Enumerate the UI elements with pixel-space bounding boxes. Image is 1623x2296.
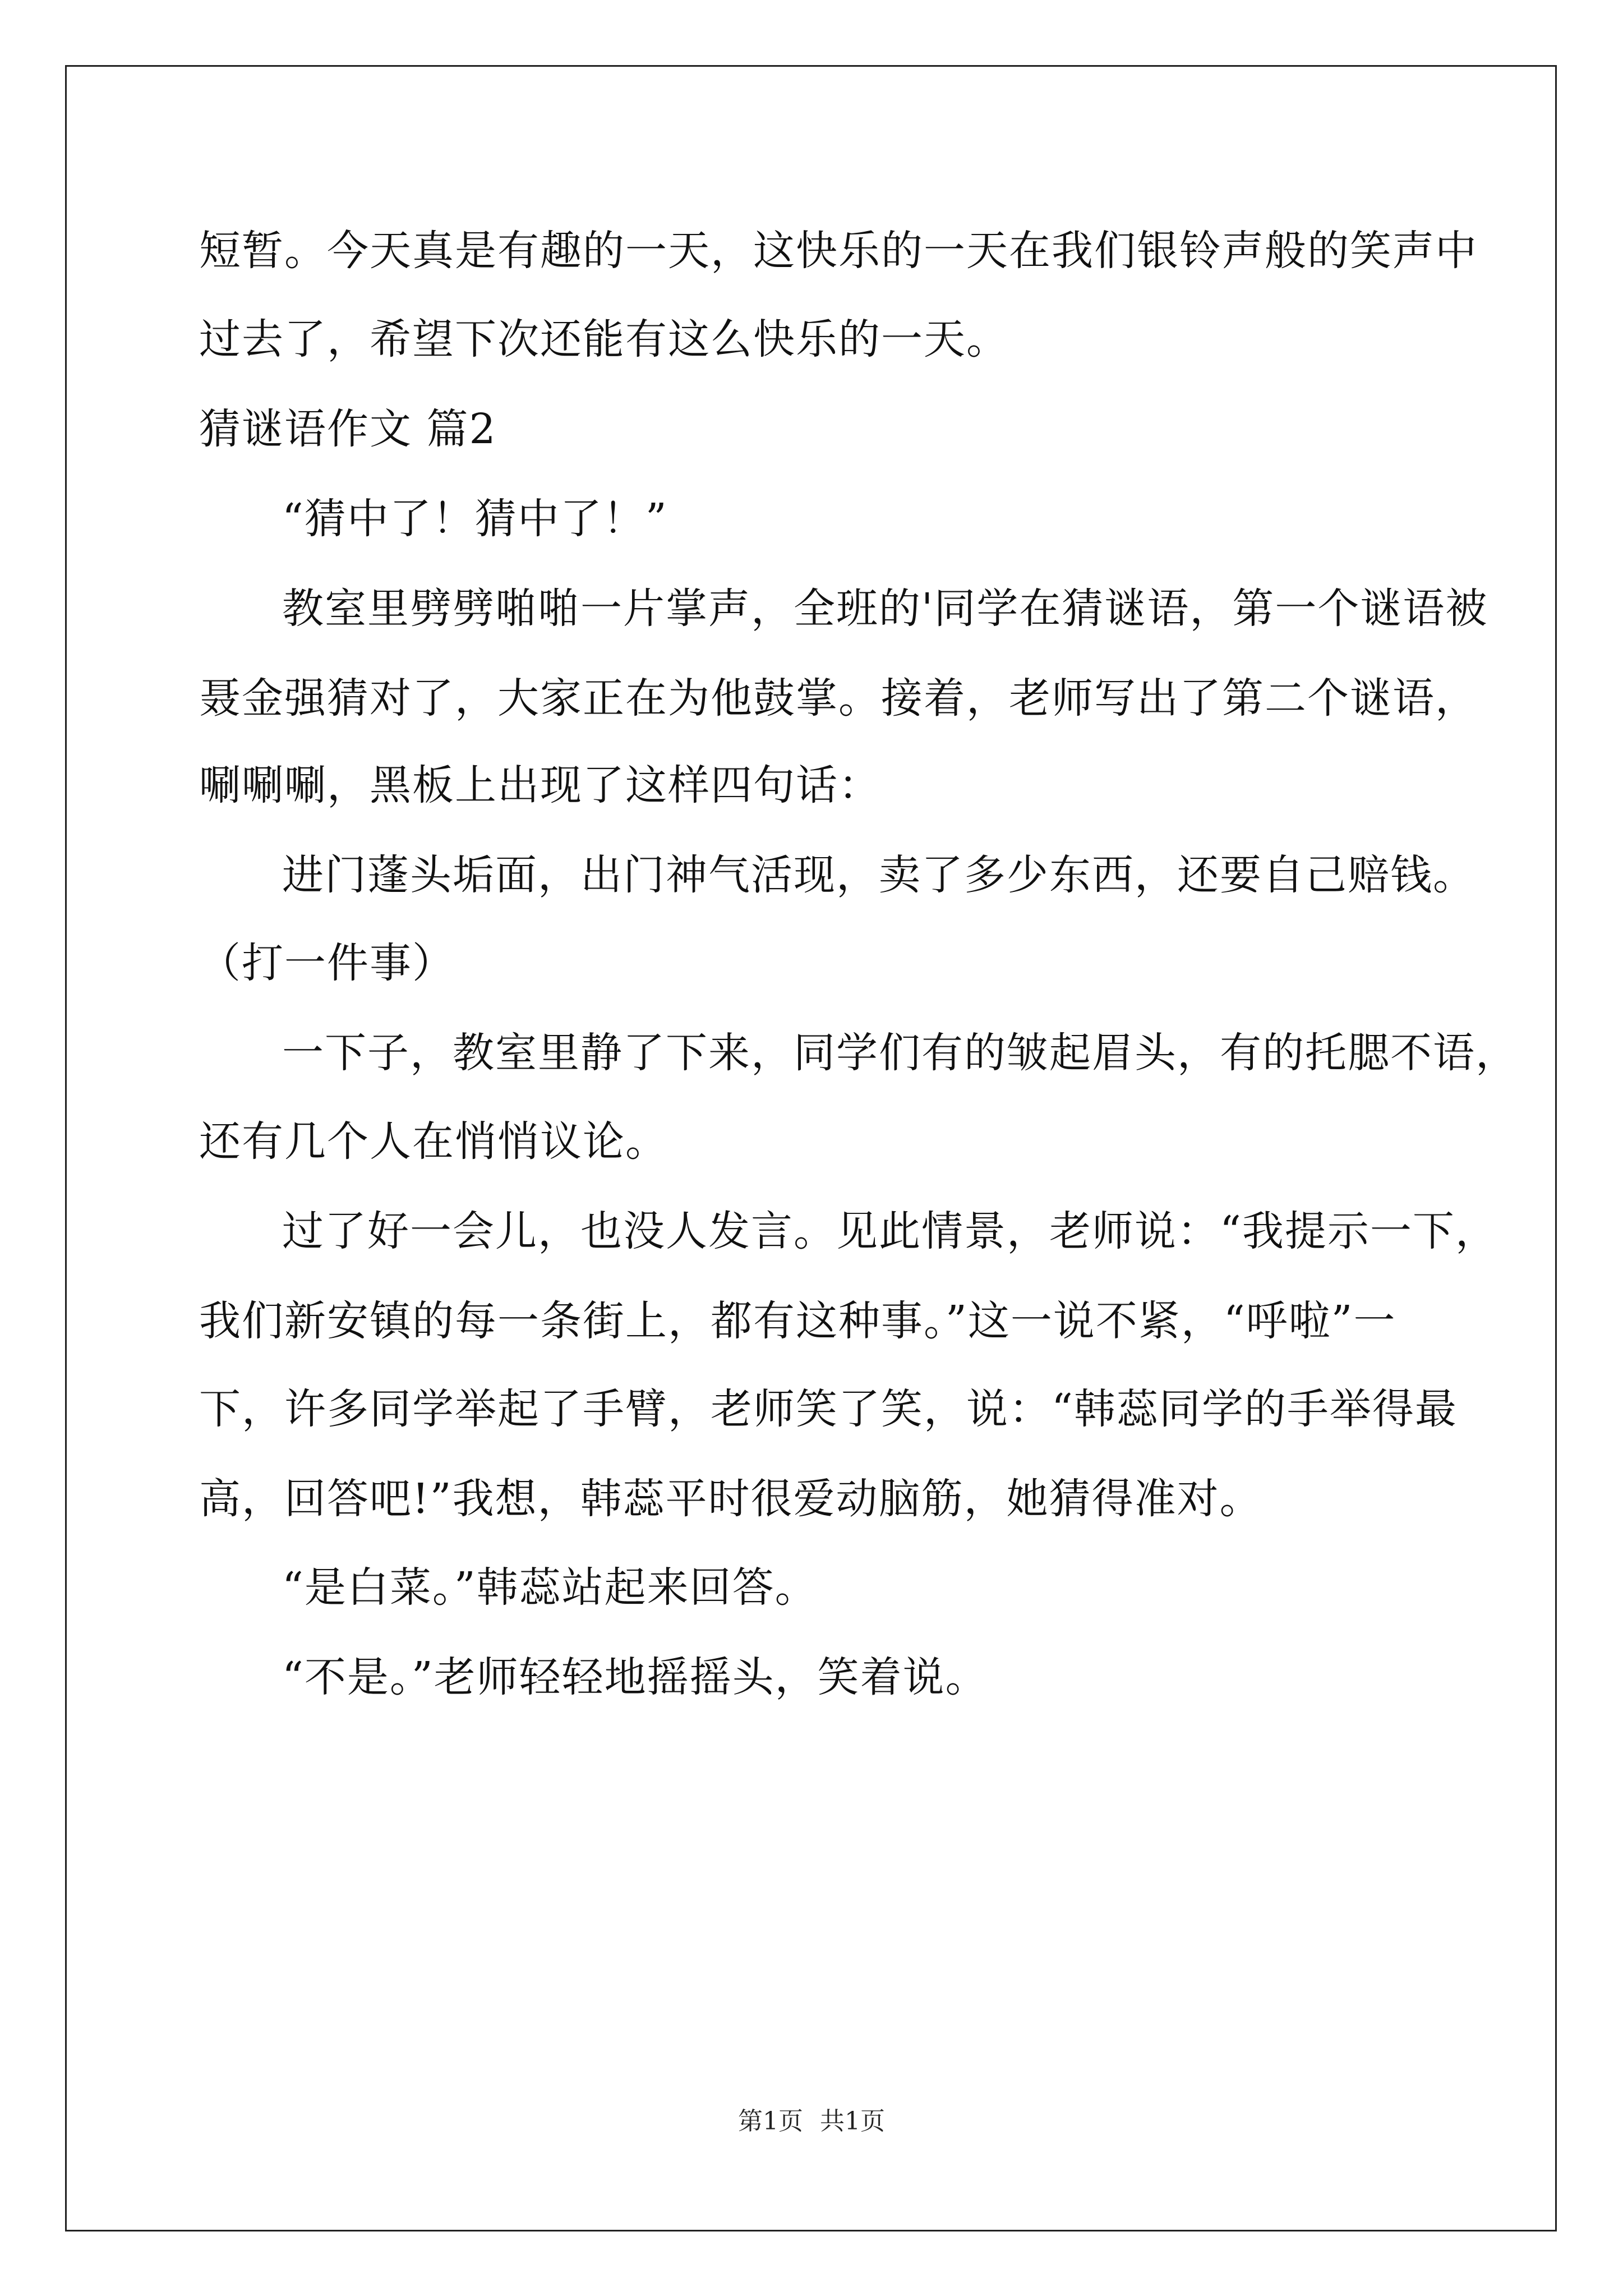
paragraph-line: 唰唰唰，黑板上出现了这样四句话： bbox=[199, 761, 881, 809]
page-number: 第1页 bbox=[738, 2107, 803, 2136]
paragraph-line: 高，回答吧!”我想，韩蕊平时很爱动脑筋，她猜得准对。 bbox=[199, 1475, 1262, 1523]
paragraph-line: 过去了，希望下次还能有这么快乐的一天。 bbox=[199, 315, 1009, 364]
paragraph-line: “猜中了！猜中了！” bbox=[282, 495, 668, 543]
page-footer bbox=[0, 2101, 1623, 2137]
paragraph-line: 还有几个人在悄悄议论。 bbox=[199, 1117, 668, 1166]
paragraph-line: 进门蓬头垢面，出门神气活现，卖了多少东西，还要自己赔钱。 bbox=[282, 851, 1476, 899]
paragraph-line: 我们新安镇的每一条街上，都有这种事。”这一说不紧，“呼啦”一 bbox=[199, 1297, 1396, 1345]
paragraph-line: 下，许多同学举起了手臂，老师笑了笑，说：“韩蕊同学的手举得最 bbox=[199, 1385, 1458, 1433]
paragraph-line: “不是。”老师轻轻地摇摇头，笑着说。 bbox=[282, 1653, 988, 1701]
paragraph-line: （打一件事） bbox=[199, 939, 455, 987]
page-total: 共1页 bbox=[820, 2107, 885, 2136]
paragraph-line: 一下子，教室里静了下来，同学们有的皱起眉头，有的托腮不语， bbox=[282, 1029, 1518, 1077]
paragraph-line: 过了好一会儿，也没人发言。见此情景，老师说：“我提示一下， bbox=[282, 1207, 1498, 1255]
paragraph-line: “是白菜。”韩蕊站起来回答。 bbox=[282, 1563, 818, 1612]
paragraph-line: 教室里劈劈啪啪一片掌声，全班的'同学在猜谜语，第一个谜语被 bbox=[282, 585, 1488, 633]
paragraph-line: 短暂。今天真是有趣的一天，这快乐的一天在我们银铃声般的笑声中 bbox=[199, 227, 1478, 275]
section-heading: 猜谜语作文 篇2 bbox=[199, 405, 497, 453]
paragraph-line: 聂金强猜对了，大家正在为他鼓掌。接着，老师写出了第二个谜语， bbox=[199, 674, 1478, 723]
